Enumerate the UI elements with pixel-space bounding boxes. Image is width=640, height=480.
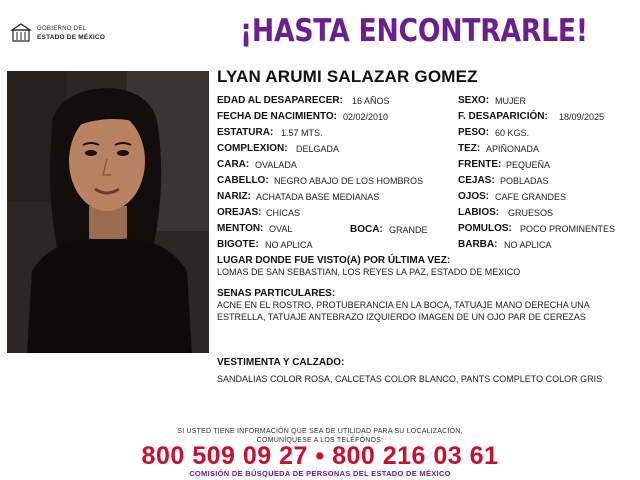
senas-label: SENAS PARTICULARES: [217,288,336,299]
person-name: LYAN ARUMI SALAZAR GOMEZ [217,67,478,86]
person-photo-image [7,71,209,353]
cara-value: OVALADA [255,160,297,170]
estatura-value: 1.57 MTS. [281,128,323,138]
orejas-value: CHICAS [266,208,301,218]
labios-value: GRUESOS [508,208,554,218]
sexo-label: SEXO: [458,95,490,106]
vestimenta-label: VESTIMENTA Y CALZADO: [217,357,345,368]
peso-value: 60 KGS. [495,128,530,138]
labios-label: LABIOS: [458,207,500,218]
state-emblem-icon [10,22,32,44]
tez-label: TEZ: [458,143,481,154]
ojos-value: CAFE GRANDES [495,192,567,202]
ojos-label: OJOS: [458,191,490,202]
bigote-label: BIGOTE: [217,239,259,250]
cara-label: CARA: [217,159,250,170]
contact-note-line2: COMUNÍQUESE A LOS TELÉFONOS: [256,437,384,444]
sexo-value: MUJER [495,96,526,106]
barba-value: NO APLICA [504,240,552,250]
phone-numbers: 800 509 09 27 • 800 216 03 61 [141,442,499,470]
pomulos-label: POMULOS: [458,223,512,234]
nacimiento-value: 02/02/2010 [343,112,389,122]
desaparicion-label: F. DESAPARICIÓN: [458,111,548,122]
menton-label: MENTON: [217,223,264,234]
frente-value: PEQUEÑA [506,160,551,170]
gov-name-line2: ESTADO DE MÉXICO [37,34,106,41]
edad-label: EDAD AL DESAPARECER: [217,95,343,106]
barba-label: BARBA: [458,239,498,250]
commission-name: COMISIÓN DE BÚSQUEDA DE PERSONAS DEL ESTADO DE MÉXICO [189,469,451,478]
boca-label: BOCA: [350,224,383,235]
gov-name-line1: GOBIERNO DEL [37,26,87,32]
boca-value: GRANDE [389,225,428,235]
tez-value: APIÑONADA [486,144,540,154]
cabello-value: NEGRO ABAJO DE LOS HOMBROS [274,176,424,186]
peso-label: PESO: [458,127,490,138]
bigote-value: NO APLICA [265,240,313,250]
frente-label: FRENTE: [458,159,502,170]
menton-value: OVAL [269,224,293,234]
complexion-label: COMPLEXION: [217,143,288,154]
nacimiento-label: FECHA DE NACIMIENTO: [217,111,337,122]
desaparicion-value: 18/09/2025 [559,112,605,122]
headline: ¡HASTA ENCONTRARLE! [240,13,588,49]
government-logo [10,22,120,46]
contact-note-line1: SI USTED TIENE INFORMACIÓN QUE SEA DE UTILIDAD PARA SU LOCALIZACIÓN, [177,428,463,435]
complexion-value: DELGADA [296,144,340,154]
person-photo [7,71,209,353]
lugar-text: LOMAS DE SAN SEBASTIAN, LOS REYES LA PAZ, ESTADO DE MEXICO [217,267,521,277]
cejas-value: POBLADAS [500,176,549,186]
nariz-value: ACHATADA BASE MEDIANAS [256,192,380,202]
orejas-label: OREJAS: [217,207,262,218]
cejas-label: CEJAS: [458,175,495,186]
estatura-label: ESTATURA: [217,127,274,138]
senas-text: ACNE EN EL ROSTRO, PROTUBERANCIA EN LA BOCA, TATUAJE MANO DERECHA UNA ESTRELLA, TATUAJE ANTEBRAZO IZQUIERDO IMAGEN DE UN OJO PAR DE CEREZAS [217,300,590,322]
nariz-label: NARIZ: [217,191,251,202]
edad-value: 16 AÑOS [352,96,390,106]
cabello-label: CABELLO: [217,175,269,186]
vestimenta-text: SANDALIAS COLOR ROSA, CALCETAS COLOR BLANCO, PANTS COMPLETO COLOR GRIS [217,374,603,384]
pomulos-value: POCO PROMINENTES [520,224,616,234]
lugar-label: LUGAR DONDE FUE VISTO(A) POR ÚLTIMA VEZ: [217,255,451,266]
